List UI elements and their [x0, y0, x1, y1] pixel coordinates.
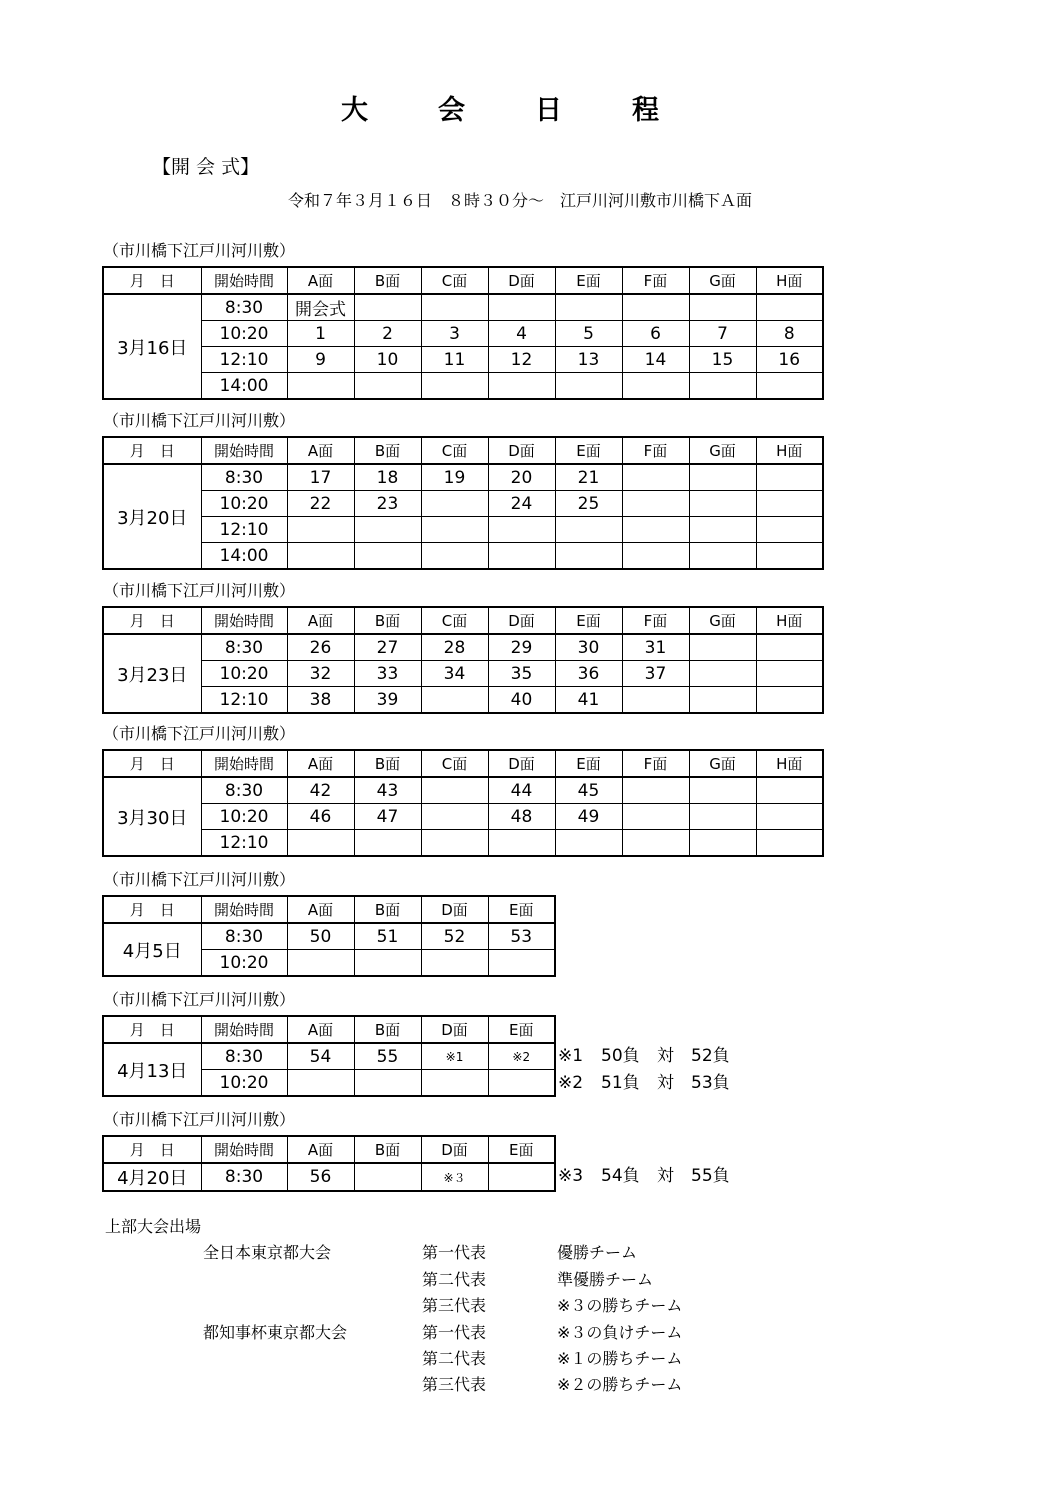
header-court: B面 [354, 267, 421, 294]
match-cell: 11 [421, 347, 488, 373]
header-start-time: 開始時間 [201, 750, 287, 777]
match-cell [689, 830, 756, 857]
header-court: G面 [689, 437, 756, 464]
header-court: A面 [287, 1016, 354, 1043]
match-cell: 42 [287, 777, 354, 804]
match-cell: 開会式 [287, 294, 354, 321]
header-court: G面 [689, 267, 756, 294]
time-cell: 10:20 [201, 950, 287, 977]
note-mark: ※2 [558, 1073, 584, 1093]
schedule-table-0316 [102, 266, 824, 400]
table-row [103, 543, 823, 570]
header-start-time: 開始時間 [201, 437, 287, 464]
table-header-row [103, 1016, 555, 1043]
time-cell: 8:30 [201, 294, 287, 321]
match-cell [488, 950, 555, 977]
header-court: E面 [488, 1016, 555, 1043]
header-start-time: 開始時間 [201, 1136, 287, 1163]
header-court: G面 [689, 607, 756, 634]
match-cell [354, 294, 421, 321]
match-cell: 2 [354, 321, 421, 347]
header-date: 月 日 [103, 267, 201, 294]
match-cell [756, 373, 823, 400]
note-vs: 対 [657, 1166, 674, 1186]
match-cell [756, 464, 823, 491]
header-date: 月 日 [103, 1136, 201, 1163]
match-cell: ※2 [488, 1043, 555, 1070]
header-court: C面 [421, 607, 488, 634]
match-cell: 50 [287, 923, 354, 950]
match-cell: 35 [488, 661, 555, 687]
match-cell [689, 464, 756, 491]
header-court: B面 [354, 607, 421, 634]
match-cell [421, 543, 488, 570]
match-cell: 29 [488, 634, 555, 661]
match-cell: 39 [354, 687, 421, 714]
match-cell: 9 [287, 347, 354, 373]
schedule-table-0420 [102, 1135, 556, 1192]
table-row [103, 464, 823, 491]
match-cell: 52 [421, 923, 488, 950]
header-start-time: 開始時間 [201, 896, 287, 923]
header-date: 月 日 [103, 607, 201, 634]
header-court: F面 [622, 437, 689, 464]
time-cell: 10:20 [201, 661, 287, 687]
advancement-event: 都知事杯東京都大会 [203, 1323, 348, 1342]
note-line [558, 1068, 730, 1093]
match-cell [354, 830, 421, 857]
page-title: 大会日程 [341, 95, 729, 126]
match-cell [488, 1070, 555, 1097]
match-cell: 28 [421, 634, 488, 661]
match-cell [689, 543, 756, 570]
match-cell [488, 543, 555, 570]
table-row [103, 1043, 555, 1070]
header-court: C面 [421, 267, 488, 294]
header-court: D面 [488, 267, 555, 294]
match-cell [756, 687, 823, 714]
match-cell: 49 [555, 804, 622, 830]
venue-label: （市川橋下江戸川河川敷） [103, 724, 296, 743]
match-cell [689, 687, 756, 714]
match-cell: 41 [555, 687, 622, 714]
note-line [558, 1041, 730, 1066]
header-court: C面 [421, 750, 488, 777]
match-cell [421, 294, 488, 321]
header-start-time: 開始時間 [201, 267, 287, 294]
header-court: H面 [756, 750, 823, 777]
match-cell: 18 [354, 464, 421, 491]
table-row [103, 347, 823, 373]
header-court: F面 [622, 750, 689, 777]
table-row [103, 1163, 555, 1191]
match-cell: 16 [756, 347, 823, 373]
header-court: A面 [287, 1136, 354, 1163]
schedule-table-0323 [102, 606, 824, 714]
match-cell: 45 [555, 777, 622, 804]
match-cell: 17 [287, 464, 354, 491]
header-court: A面 [287, 896, 354, 923]
date-cell: 3月30日 [103, 777, 201, 856]
header-court: H面 [756, 437, 823, 464]
match-cell: 40 [488, 687, 555, 714]
advancement-rank: 第一代表 [422, 1323, 487, 1342]
match-cell: 10 [354, 347, 421, 373]
match-cell: 51 [354, 923, 421, 950]
match-cell [488, 373, 555, 400]
time-cell: 10:20 [201, 491, 287, 517]
header-court: F面 [622, 267, 689, 294]
date-cell: 3月23日 [103, 634, 201, 713]
header-court: D面 [488, 607, 555, 634]
match-cell [622, 777, 689, 804]
time-cell: 10:20 [201, 1070, 287, 1097]
match-cell [689, 777, 756, 804]
match-cell: 44 [488, 777, 555, 804]
match-cell [354, 1070, 421, 1097]
match-cell [421, 804, 488, 830]
time-cell: 12:10 [201, 517, 287, 543]
advancement-rank: 第三代表 [422, 1296, 487, 1315]
match-cell: 1 [287, 321, 354, 347]
advancement-title: 上部大会出場 [105, 1217, 202, 1236]
venue-label: （市川橋下江戸川河川敷） [103, 870, 296, 889]
advancement-team: ※１の勝ちチーム [557, 1349, 683, 1368]
match-cell [421, 373, 488, 400]
match-cell [756, 543, 823, 570]
header-court: D面 [421, 896, 488, 923]
match-cell: 20 [488, 464, 555, 491]
match-cell [421, 517, 488, 543]
match-cell: 48 [488, 804, 555, 830]
table-row [103, 491, 823, 517]
venue-label: （市川橋下江戸川河川敷） [103, 241, 296, 260]
match-cell [756, 777, 823, 804]
header-start-time: 開始時間 [201, 607, 287, 634]
ceremony-info: 令和７年３月１６日 ８時３０分～ 江戸川河川敷市川橋下Ａ面 [288, 191, 753, 210]
match-cell [622, 830, 689, 857]
match-cell: 55 [354, 1043, 421, 1070]
header-court: A面 [287, 267, 354, 294]
advancement-team: ※３の勝ちチーム [557, 1296, 683, 1315]
match-cell [354, 950, 421, 977]
match-cell [756, 804, 823, 830]
match-cell [421, 687, 488, 714]
note-team-a: 54負 [601, 1166, 640, 1186]
table-row [103, 923, 555, 950]
date-cell: 4月13日 [103, 1043, 201, 1096]
time-cell: 8:30 [201, 1043, 287, 1070]
match-cell [287, 517, 354, 543]
match-cell [555, 373, 622, 400]
table-row [103, 294, 823, 321]
table-row [103, 321, 823, 347]
match-cell: 5 [555, 321, 622, 347]
match-cell: 54 [287, 1043, 354, 1070]
match-cell [622, 804, 689, 830]
match-cell [622, 464, 689, 491]
match-cell [756, 634, 823, 661]
header-court: C面 [421, 437, 488, 464]
note-team-a: 51負 [601, 1073, 640, 1093]
match-cell: 3 [421, 321, 488, 347]
match-cell: 4 [488, 321, 555, 347]
header-court: A面 [287, 437, 354, 464]
advancement-rank: 第二代表 [422, 1270, 487, 1289]
match-cell: ※３ [421, 1163, 488, 1191]
match-cell: 13 [555, 347, 622, 373]
header-court: B面 [354, 437, 421, 464]
match-cell [689, 517, 756, 543]
match-cell [689, 491, 756, 517]
time-cell: 8:30 [201, 464, 287, 491]
venue-label: （市川橋下江戸川河川敷） [103, 1110, 296, 1129]
match-cell: 24 [488, 491, 555, 517]
time-cell: 14:00 [201, 373, 287, 400]
header-court: B面 [354, 896, 421, 923]
table-header-row [103, 750, 823, 777]
match-cell [689, 294, 756, 321]
match-cell [622, 517, 689, 543]
match-cell [488, 1163, 555, 1191]
header-date: 月 日 [103, 750, 201, 777]
match-cell: 6 [622, 321, 689, 347]
note-vs: 対 [657, 1046, 674, 1066]
note-vs: 対 [657, 1073, 674, 1093]
advancement-team: 準優勝チーム [557, 1270, 654, 1289]
match-cell: 33 [354, 661, 421, 687]
venue-label: （市川橋下江戸川河川敷） [103, 581, 296, 600]
match-cell: 34 [421, 661, 488, 687]
time-cell: 8:30 [201, 777, 287, 804]
header-court: E面 [555, 607, 622, 634]
match-cell [354, 543, 421, 570]
time-cell: 8:30 [201, 1163, 287, 1191]
table-header-row [103, 437, 823, 464]
note-team-a: 50負 [601, 1046, 640, 1066]
match-cell: 8 [756, 321, 823, 347]
match-cell: 14 [622, 347, 689, 373]
schedule-table-0330 [102, 749, 824, 857]
note-line [558, 1161, 730, 1186]
header-court: G面 [689, 750, 756, 777]
table-header-row [103, 267, 823, 294]
table-row [103, 373, 823, 400]
header-court: D面 [421, 1016, 488, 1043]
date-cell: 4月5日 [103, 923, 201, 976]
time-cell: 12:10 [201, 830, 287, 857]
schedule-table-0405 [102, 895, 556, 977]
match-cell [622, 373, 689, 400]
header-court: D面 [421, 1136, 488, 1163]
table-row [103, 777, 823, 804]
header-court: D面 [488, 437, 555, 464]
match-cell [756, 517, 823, 543]
time-cell: 10:20 [201, 804, 287, 830]
match-cell [555, 294, 622, 321]
time-cell: 12:10 [201, 687, 287, 714]
header-court: E面 [488, 1136, 555, 1163]
advancement-rank: 第三代表 [422, 1375, 487, 1394]
header-court: A面 [287, 607, 354, 634]
date-cell: 4月20日 [103, 1163, 201, 1191]
match-cell [488, 517, 555, 543]
match-cell [421, 777, 488, 804]
match-cell: 12 [488, 347, 555, 373]
header-date: 月 日 [103, 437, 201, 464]
header-court: D面 [488, 750, 555, 777]
match-cell [287, 373, 354, 400]
match-cell [756, 830, 823, 857]
match-cell [555, 830, 622, 857]
header-date: 月 日 [103, 1016, 201, 1043]
table-row [103, 661, 823, 687]
match-cell [756, 491, 823, 517]
match-cell: 32 [287, 661, 354, 687]
match-cell: 38 [287, 687, 354, 714]
match-cell [287, 830, 354, 857]
match-cell: 30 [555, 634, 622, 661]
match-cell [622, 491, 689, 517]
match-cell [756, 661, 823, 687]
match-cell [421, 491, 488, 517]
match-cell: 15 [689, 347, 756, 373]
advancement-team: ※３の負けチーム [557, 1323, 683, 1342]
match-cell [555, 517, 622, 543]
header-court: A面 [287, 750, 354, 777]
date-cell: 3月20日 [103, 464, 201, 569]
time-cell: 10:20 [201, 321, 287, 347]
match-cell [689, 661, 756, 687]
match-cell: 23 [354, 491, 421, 517]
table-header-row [103, 1136, 555, 1163]
match-cell: 19 [421, 464, 488, 491]
schedule-table-0413 [102, 1015, 556, 1097]
header-start-time: 開始時間 [201, 1016, 287, 1043]
match-cell [354, 1163, 421, 1191]
note-team-b: 55負 [691, 1166, 730, 1186]
advancement-rank: 第二代表 [422, 1349, 487, 1368]
note-mark: ※3 [558, 1166, 584, 1186]
match-cell [622, 687, 689, 714]
match-cell [488, 294, 555, 321]
header-court: H面 [756, 607, 823, 634]
match-cell: 46 [287, 804, 354, 830]
match-cell: 31 [622, 634, 689, 661]
match-cell: 22 [287, 491, 354, 517]
header-court: E面 [555, 267, 622, 294]
time-cell: 12:10 [201, 347, 287, 373]
match-cell: 7 [689, 321, 756, 347]
schedule-table-0320 [102, 436, 824, 570]
advancement-event: 全日本東京都大会 [203, 1243, 332, 1262]
match-cell [756, 294, 823, 321]
match-cell [287, 1070, 354, 1097]
match-cell: 25 [555, 491, 622, 517]
time-cell: 8:30 [201, 634, 287, 661]
header-court: H面 [756, 267, 823, 294]
table-row [103, 687, 823, 714]
match-cell: 56 [287, 1163, 354, 1191]
match-cell [622, 543, 689, 570]
match-cell [421, 830, 488, 857]
match-cell: ※1 [421, 1043, 488, 1070]
table-header-row [103, 896, 555, 923]
table-header-row [103, 607, 823, 634]
table-row [103, 517, 823, 543]
match-cell [421, 1070, 488, 1097]
header-court: B面 [354, 1016, 421, 1043]
match-cell [354, 517, 421, 543]
time-cell: 14:00 [201, 543, 287, 570]
match-cell [354, 373, 421, 400]
match-cell [689, 804, 756, 830]
venue-label: （市川橋下江戸川河川敷） [103, 990, 296, 1009]
table-row [103, 830, 823, 857]
advancement-team: 優勝チーム [557, 1243, 638, 1262]
match-cell [287, 543, 354, 570]
match-cell: 27 [354, 634, 421, 661]
header-court: F面 [622, 607, 689, 634]
time-cell: 8:30 [201, 923, 287, 950]
ceremony-heading: 【開 会 式】 [152, 156, 260, 178]
header-court: E面 [555, 437, 622, 464]
note-team-b: 52負 [691, 1046, 730, 1066]
note-team-b: 53負 [691, 1073, 730, 1093]
match-cell [689, 634, 756, 661]
table-row [103, 804, 823, 830]
match-cell: 36 [555, 661, 622, 687]
match-cell [555, 543, 622, 570]
advancement-rank: 第一代表 [422, 1243, 487, 1262]
match-cell: 53 [488, 923, 555, 950]
note-mark: ※1 [558, 1046, 584, 1066]
match-cell [622, 294, 689, 321]
header-date: 月 日 [103, 896, 201, 923]
match-cell [421, 950, 488, 977]
venue-label: （市川橋下江戸川河川敷） [103, 411, 296, 430]
match-cell: 37 [622, 661, 689, 687]
match-cell: 26 [287, 634, 354, 661]
header-court: E面 [555, 750, 622, 777]
date-cell: 3月16日 [103, 294, 201, 399]
match-cell: 47 [354, 804, 421, 830]
header-court: B面 [354, 1136, 421, 1163]
match-cell [287, 950, 354, 977]
header-court: B面 [354, 750, 421, 777]
match-cell: 21 [555, 464, 622, 491]
header-court: E面 [488, 896, 555, 923]
match-cell [488, 830, 555, 857]
table-row [103, 634, 823, 661]
advancement-team: ※２の勝ちチーム [557, 1375, 683, 1394]
match-cell [689, 373, 756, 400]
match-cell: 43 [354, 777, 421, 804]
